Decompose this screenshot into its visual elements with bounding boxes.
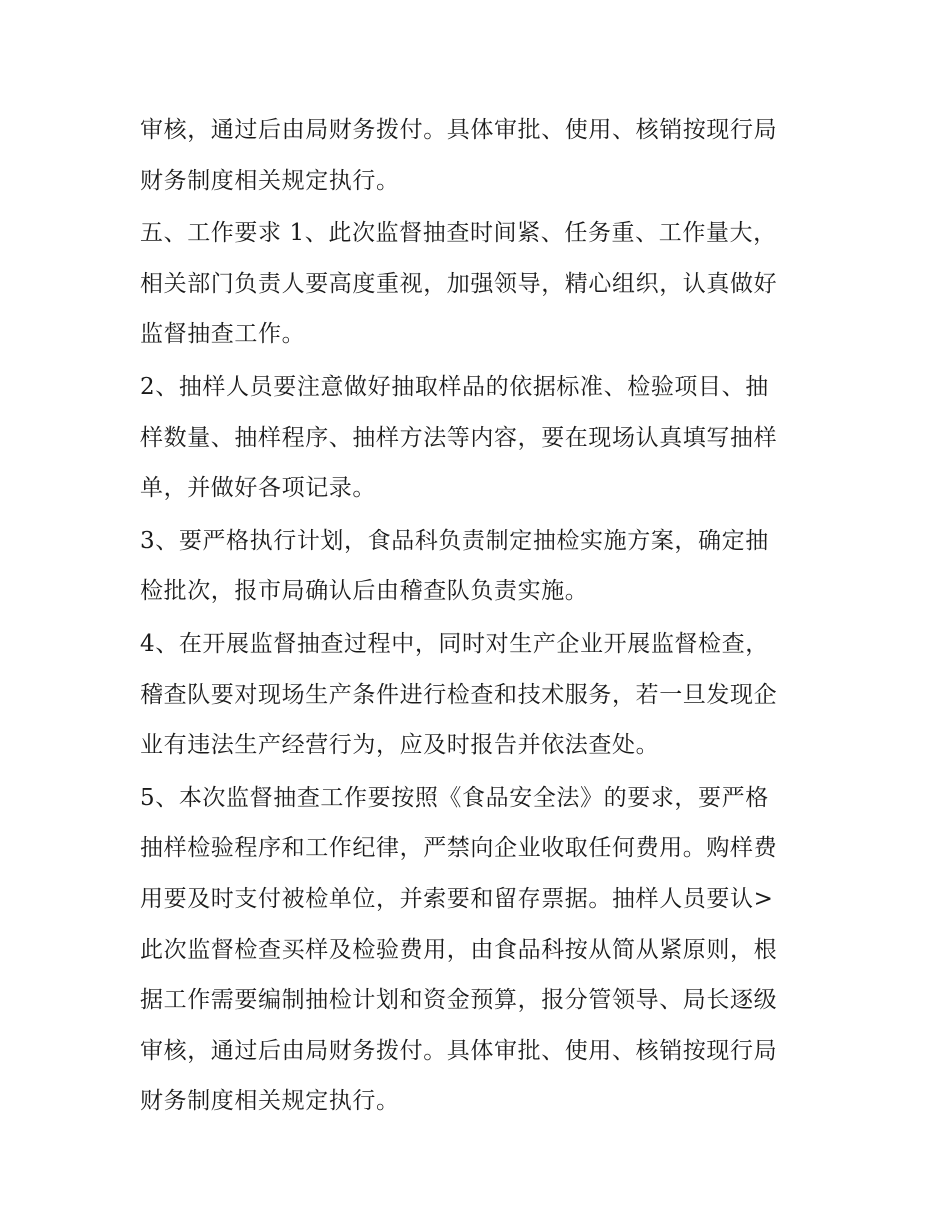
paragraph-work-requirements <box>140 208 820 360</box>
text-line: 财务制度相关规定执行。 <box>140 167 400 194</box>
text-line: 此次监督检查买样及检验费用，由食品科按从简从紧原则，根 <box>140 936 778 963</box>
text-line: 审核，通过后由局财务拨付。具体审批、使用、核销按现行局 <box>140 117 778 143</box>
text-line: 业有违法生产经营行为，应及时报告并依法查处。 <box>140 732 660 759</box>
text-line: 据工作需要编制抽检计划和资金预算，报分管领导、局长逐级 <box>140 987 778 1014</box>
text-line: 3、要严格执行计划，食品科负责制定抽检实施方案，确定抽 <box>140 527 769 554</box>
text-line: 单，并做好各项记录。 <box>140 475 376 502</box>
text-line: 审核，通过后由局财务拨付。具体审批、使用、核销按现行局 <box>140 1037 778 1064</box>
text-line: 检批次，报市局确认后由稽查队负责实施。 <box>140 578 589 605</box>
text-line: 4、在开展监督抽查过程中，同时对生产企业开展监督检查， <box>140 630 769 657</box>
text-line: 监督抽查工作。 <box>140 321 306 348</box>
text-line: 五、工作要求 1、此次监督抽查时间紧、任务重、工作量大， <box>140 220 777 247</box>
text-line: 财务制度相关规定执行。 <box>140 1088 400 1115</box>
paragraph-requirement-4 <box>140 619 820 771</box>
text-line: 5、本次监督抽查工作要按照《食品安全法》的要求，要严格 <box>140 784 769 811</box>
paragraph-requirement-2 <box>140 362 820 514</box>
text-line: 抽样检验程序和工作纪律，严禁向企业收取任何费用。购样费 <box>140 835 778 862</box>
text-line: 用要及时支付被检单位，并索要和留存票据。抽样人员要认> <box>140 885 774 912</box>
paragraph-requirement-5 <box>140 773 820 1127</box>
document-body <box>140 105 820 1129</box>
paragraph-requirement-3 <box>140 516 820 617</box>
text-line: 相关部门负责人要高度重视，加强领导，精心组织，认真做好 <box>140 270 778 297</box>
text-line: 样数量、抽样程序、抽样方法等内容，要在现场认真填写抽样 <box>140 424 778 451</box>
paragraph-approval-continued <box>140 105 820 206</box>
text-line: 稽查队要对现场生产条件进行检查和技术服务，若一旦发现企 <box>140 681 778 708</box>
text-line: 2、抽样人员要注意做好抽取样品的依据标准、检验项目、抽 <box>140 373 769 400</box>
